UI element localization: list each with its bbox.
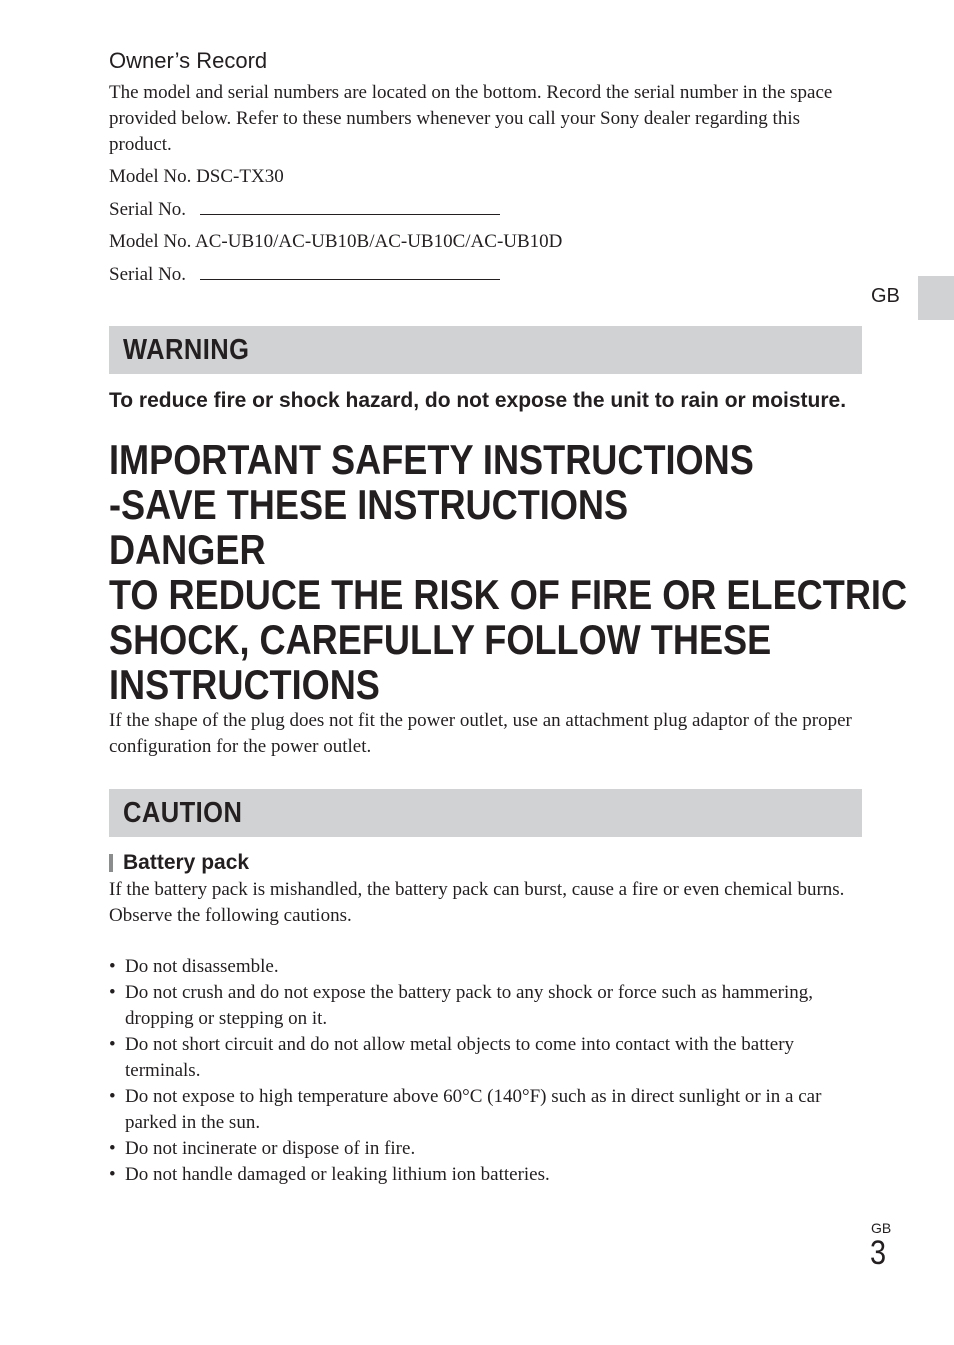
- list-item: • Do not disassemble.: [109, 954, 862, 980]
- serial-number-camera-row: [109, 196, 862, 223]
- page-number: 3: [870, 1234, 887, 1272]
- warning-bar-label: WARNING: [123, 333, 250, 366]
- serial-blank-adaptor: [200, 261, 500, 280]
- safety-line-4: TO REDUCE THE RISK OF FIRE OR ELECTRIC: [109, 571, 908, 618]
- plug-text: If the shape of the plug does not fit the power outlet, use an attachment plug adaptor of the proper configuration for the power outlet.: [109, 710, 852, 757]
- warning-text: To reduce fire or shock hazard, do not expose the unit to rain or moisture.: [109, 389, 847, 412]
- footer-region-label: GB: [871, 1220, 892, 1236]
- safety-line-2: -SAVE THESE INSTRUCTIONS: [109, 481, 629, 528]
- safety-line-1: IMPORTANT SAFETY INSTRUCTIONS: [109, 436, 754, 483]
- list-item: • Do not incinerate or dispose of in fire.: [109, 1136, 862, 1162]
- safety-line-5: SHOCK, CAREFULLY FOLLOW THESE: [109, 616, 772, 663]
- heading-marker-icon: [109, 854, 113, 872]
- battery-pack-title: Battery pack: [123, 851, 250, 874]
- serial-number-adaptor-row: [109, 261, 862, 288]
- caution-bar-label: CAUTION: [123, 796, 243, 829]
- list-item: • Do not short circuit and do not allow metal objects to come into contact with the battery terminals.: [109, 1032, 862, 1084]
- model-number-camera: Model No. DSC-TX30: [109, 166, 284, 187]
- serial-label-camera: Serial No.: [109, 199, 187, 220]
- list-item: • Do not expose to high temperature above 60°C (140°F) such as in direct sunlight or in a car parked in the sun.: [109, 1084, 862, 1136]
- list-item: • Do not crush and do not expose the battery pack to any shock or force such as hammering, dropping or stepping on it.: [109, 980, 862, 1032]
- warning-bar: [109, 326, 862, 374]
- serial-label-adaptor: Serial No.: [109, 264, 187, 285]
- list-item: • Do not handle damaged or leaking lithium ion batteries.: [109, 1162, 862, 1188]
- battery-intro: If the battery pack is mishandled, the battery pack can burst, cause a fire or even chemical burns. Observe the following cautions.: [109, 879, 845, 926]
- safety-heading: [109, 436, 908, 708]
- side-tab-label: GB: [871, 285, 900, 307]
- side-tab: [918, 276, 954, 320]
- owners-record-intro: The model and serial numbers are located on the bottom. Record the serial number in the space provided below. Refer to these numbers whenever you call your Sony dealer regarding this product.: [109, 82, 833, 155]
- serial-blank-camera: [200, 196, 500, 215]
- battery-caution-list: [109, 954, 862, 1188]
- caution-bar: [109, 789, 862, 837]
- safety-line-3: DANGER: [109, 526, 266, 573]
- safety-line-6: INSTRUCTIONS: [109, 661, 380, 708]
- model-number-adaptor: Model No. AC-UB10/AC-UB10B/AC-UB10C/AC-UB10D: [109, 231, 563, 252]
- owners-record-section: [109, 48, 862, 288]
- battery-pack-heading: [109, 851, 862, 875]
- owners-record-title: Owner’s Record: [109, 48, 268, 73]
